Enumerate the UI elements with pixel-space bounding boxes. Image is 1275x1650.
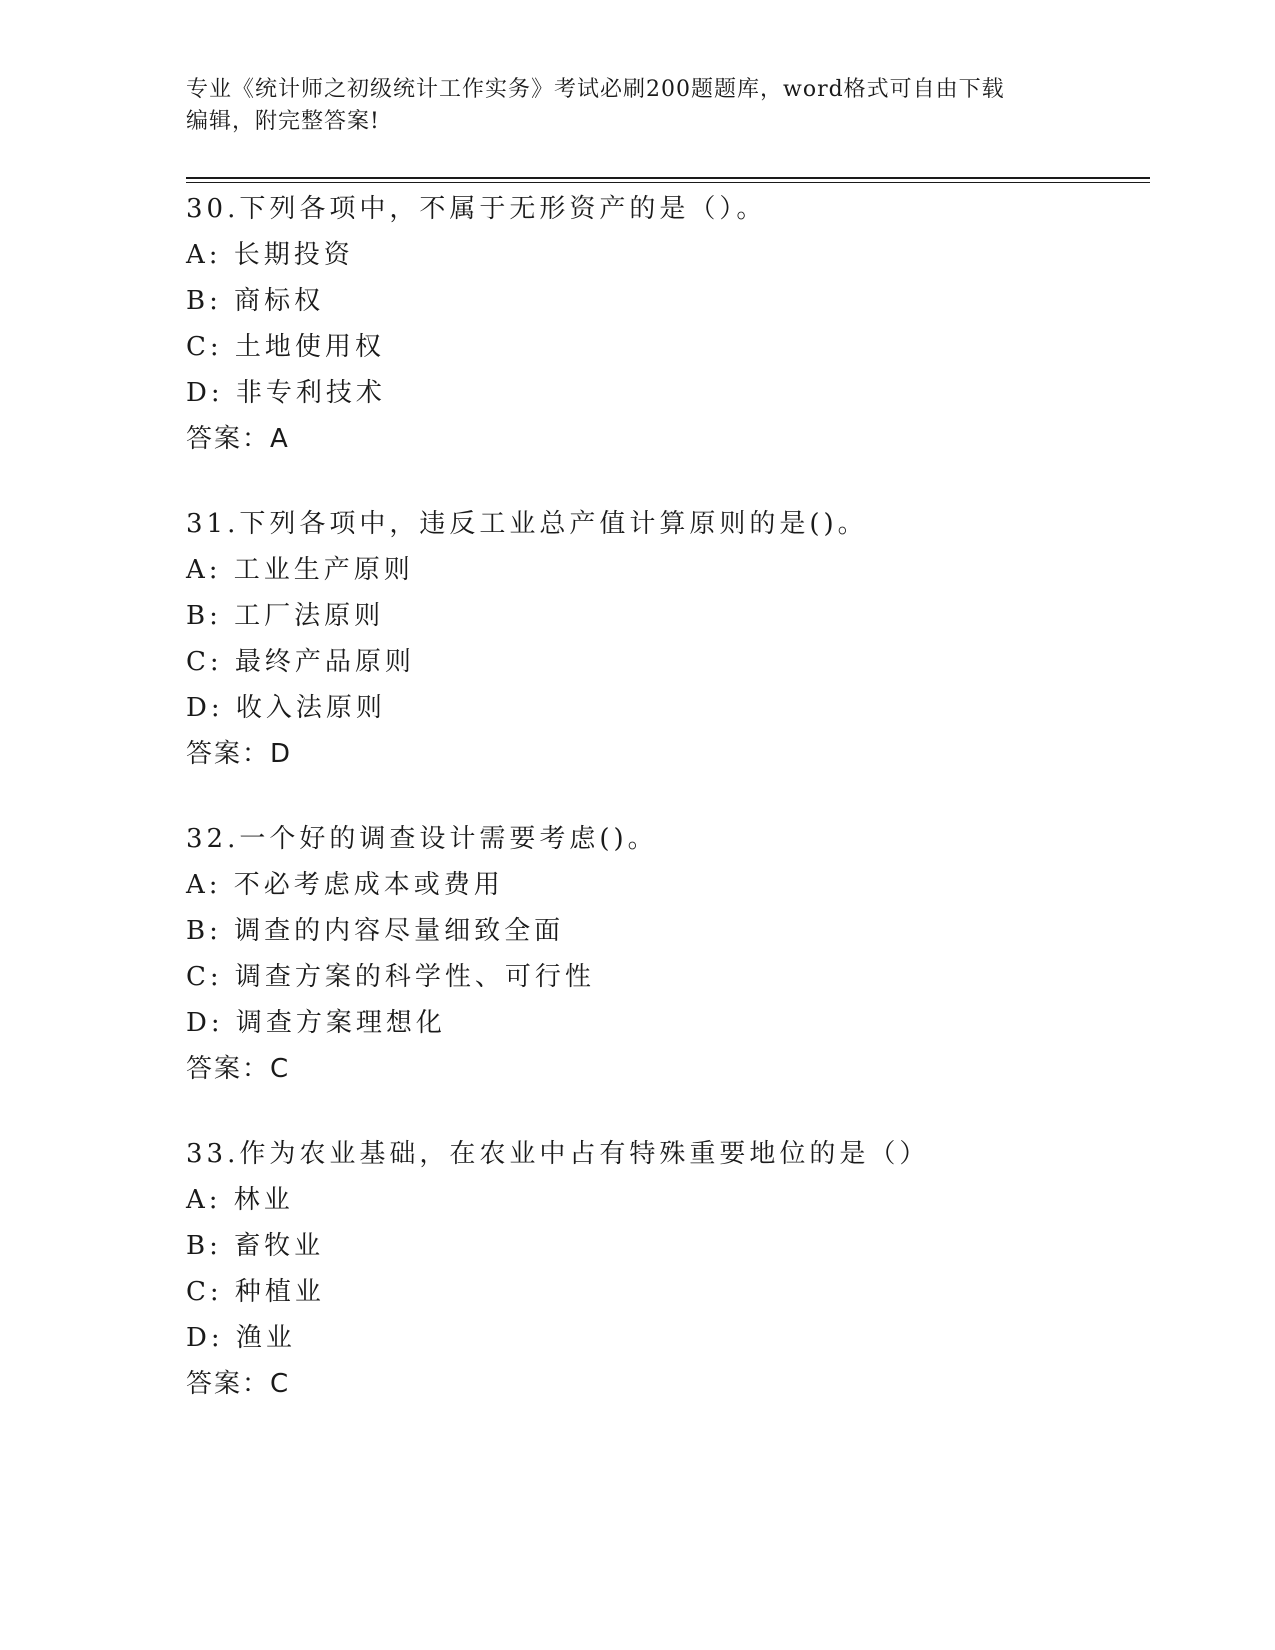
option-a: A: 长期投资 [186, 240, 354, 270]
question-31 [186, 501, 1146, 777]
header-divider-thin [186, 182, 1150, 183]
option-c: C: 调查方案的科学性、可行性 [186, 962, 595, 992]
question-30 [186, 186, 1146, 462]
question-stem: 31.下列各项中，违反工业总产值计算原则的是()。 [186, 509, 868, 539]
option-d: D: 调查方案理想化 [186, 1008, 446, 1038]
option-d: D: 收入法原则 [186, 693, 386, 723]
option-c: C: 最终产品原则 [186, 647, 415, 677]
option-d: D: 非专利技术 [186, 378, 386, 408]
header-divider-thick [186, 177, 1150, 179]
option-c: C: 种植业 [186, 1277, 325, 1307]
question-stem: 33.作为农业基础，在农业中占有特殊重要地位的是（） [186, 1139, 930, 1169]
option-a: A: 工业生产原则 [186, 555, 414, 585]
answer-line: 答案：A [186, 424, 290, 454]
answer-line: 答案：D [186, 739, 293, 769]
answer-line: 答案：C [186, 1369, 291, 1399]
document-header [186, 74, 1086, 138]
option-b: B: 畜牧业 [186, 1231, 325, 1261]
option-b: B: 商标权 [186, 286, 325, 316]
question-32 [186, 816, 1146, 1092]
option-c: C: 土地使用权 [186, 332, 385, 362]
option-d: D: 渔业 [186, 1323, 296, 1353]
header-line-1: 专业《统计师之初级统计工作实务》考试必刷200题题库，word格式可自由下载 [186, 77, 1005, 102]
question-33 [186, 1131, 1146, 1407]
option-b: B: 调查的内容尽量细致全面 [186, 916, 565, 946]
answer-line: 答案：C [186, 1054, 291, 1084]
header-line-2: 编辑，附完整答案! [186, 109, 380, 134]
question-stem: 30.下列各项中，不属于无形资产的是（）。 [186, 194, 767, 224]
option-a: A: 不必考虑成本或费用 [186, 870, 504, 900]
question-stem: 32.一个好的调查设计需要考虑()。 [186, 824, 658, 854]
option-a: A: 林业 [186, 1185, 294, 1215]
option-b: B: 工厂法原则 [186, 601, 385, 631]
